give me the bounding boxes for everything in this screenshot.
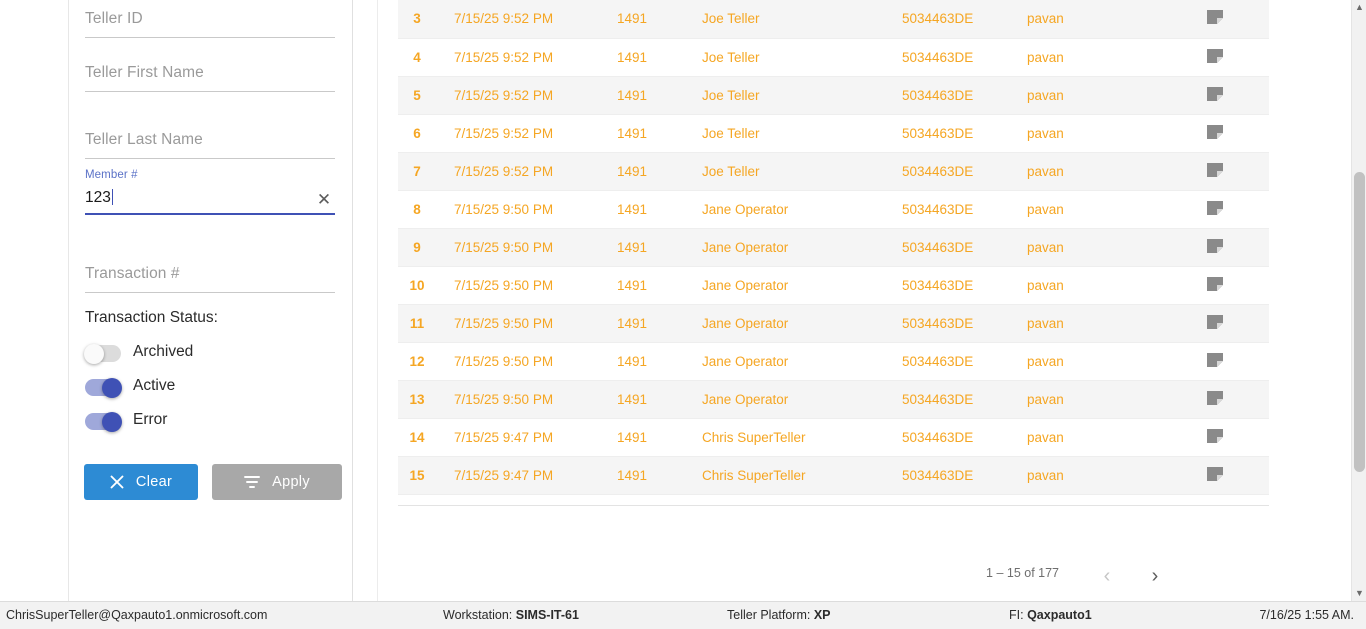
transactions-table-body — [398, 0, 1269, 494]
teller-first-name-label: Teller First Name — [85, 64, 204, 81]
row-user: pavan — [1021, 342, 1161, 380]
row-teller-id: 1491 — [611, 380, 696, 418]
member-number-input[interactable]: 123 — [85, 189, 111, 206]
status-workstation — [443, 608, 579, 622]
close-icon — [110, 475, 124, 489]
scroll-up-arrow-icon[interactable]: ▲ — [1355, 2, 1364, 12]
row-teller-id: 1491 — [611, 342, 696, 380]
row-teller-name: Jane Operator — [696, 304, 896, 342]
row-account: 5034463DE — [896, 228, 1021, 266]
row-index: 5 — [398, 76, 436, 114]
archived-toggle[interactable] — [85, 345, 121, 362]
row-account: 5034463DE — [896, 38, 1021, 76]
row-account: 5034463DE — [896, 266, 1021, 304]
apply-button-label: Apply — [272, 474, 310, 490]
row-index: 7 — [398, 152, 436, 190]
row-user: pavan — [1021, 266, 1161, 304]
row-teller-name: Joe Teller — [696, 0, 896, 38]
scrollbar-thumb[interactable] — [1354, 172, 1365, 472]
row-index: 4 — [398, 38, 436, 76]
table-row[interactable] — [398, 76, 1269, 114]
row-note-cell[interactable] — [1161, 190, 1269, 228]
scroll-down-arrow-icon[interactable]: ▼ — [1355, 588, 1364, 598]
status-workstation-label: Workstation: — [443, 608, 513, 622]
row-note-cell[interactable] — [1161, 228, 1269, 266]
row-date: 7/15/25 9:47 PM — [436, 418, 611, 456]
row-index: 8 — [398, 190, 436, 228]
row-teller-id: 1491 — [611, 38, 696, 76]
filter-panel — [68, 0, 353, 601]
paginator-next-button[interactable]: › — [1151, 565, 1159, 587]
row-date: 7/15/25 9:52 PM — [436, 38, 611, 76]
transaction-status-title: Transaction Status: — [85, 309, 218, 326]
row-note-cell[interactable] — [1161, 152, 1269, 190]
archived-toggle-label: Archived — [133, 343, 194, 360]
member-number-underline — [85, 213, 335, 215]
row-index: 3 — [398, 0, 436, 38]
note-icon[interactable] — [1206, 200, 1224, 219]
note-icon[interactable] — [1206, 86, 1224, 105]
row-account: 5034463DE — [896, 114, 1021, 152]
row-teller-name: Jane Operator — [696, 342, 896, 380]
toggle-row-active[interactable] — [85, 375, 315, 403]
status-user: ChrisSuperTeller@Qaxpauto1.onmicrosoft.com — [6, 608, 268, 622]
row-user: pavan — [1021, 0, 1161, 38]
row-account: 5034463DE — [896, 380, 1021, 418]
transactions-table — [398, 0, 1269, 495]
table-row[interactable] — [398, 342, 1269, 380]
clear-member-number-icon[interactable]: ✕ — [316, 190, 332, 209]
row-index: 9 — [398, 228, 436, 266]
transactions-area — [377, 0, 1289, 601]
active-toggle-knob — [102, 378, 122, 398]
row-date: 7/15/25 9:50 PM — [436, 380, 611, 418]
row-user: pavan — [1021, 38, 1161, 76]
row-teller-id: 1491 — [611, 152, 696, 190]
note-icon[interactable] — [1206, 466, 1224, 485]
active-toggle[interactable] — [85, 379, 121, 396]
row-note-cell[interactable] — [1161, 304, 1269, 342]
transactions-table-container — [398, 0, 1269, 495]
row-index: 10 — [398, 266, 436, 304]
row-account: 5034463DE — [896, 418, 1021, 456]
row-teller-name: Jane Operator — [696, 380, 896, 418]
row-index: 13 — [398, 380, 436, 418]
transaction-number-underline — [85, 292, 335, 293]
table-row[interactable] — [398, 380, 1269, 418]
table-row[interactable] — [398, 266, 1269, 304]
row-date: 7/15/25 9:52 PM — [436, 114, 611, 152]
toggle-row-error[interactable] — [85, 409, 315, 437]
row-date: 7/15/25 9:52 PM — [436, 76, 611, 114]
row-teller-id: 1491 — [611, 418, 696, 456]
row-teller-name: Joe Teller — [696, 114, 896, 152]
row-teller-id: 1491 — [611, 266, 696, 304]
row-teller-name: Jane Operator — [696, 190, 896, 228]
table-row[interactable] — [398, 38, 1269, 76]
left-rail — [0, 0, 68, 601]
row-date: 7/15/25 9:52 PM — [436, 0, 611, 38]
status-bar — [0, 601, 1366, 629]
filter-icon — [244, 475, 260, 489]
row-index: 12 — [398, 342, 436, 380]
transaction-number-label: Transaction # — [85, 265, 180, 282]
note-icon[interactable] — [1206, 162, 1224, 181]
row-user: pavan — [1021, 114, 1161, 152]
row-index: 14 — [398, 418, 436, 456]
row-note-cell[interactable] — [1161, 456, 1269, 494]
row-teller-id: 1491 — [611, 456, 696, 494]
archived-toggle-knob — [84, 344, 104, 364]
row-note-cell[interactable] — [1161, 380, 1269, 418]
table-row[interactable] — [398, 114, 1269, 152]
active-toggle-label: Active — [133, 377, 176, 394]
table-row[interactable] — [398, 0, 1269, 38]
row-teller-name: Chris SuperTeller — [696, 418, 896, 456]
error-toggle-knob — [102, 412, 122, 432]
paginator-range-label: 1 – 15 of 177 — [986, 566, 1059, 580]
row-date: 7/15/25 9:50 PM — [436, 266, 611, 304]
row-teller-id: 1491 — [611, 0, 696, 38]
row-account: 5034463DE — [896, 152, 1021, 190]
row-teller-id: 1491 — [611, 304, 696, 342]
note-icon[interactable] — [1206, 238, 1224, 257]
status-fi-label: FI: — [1009, 608, 1024, 622]
row-index: 6 — [398, 114, 436, 152]
row-teller-name: Joe Teller — [696, 38, 896, 76]
row-note-cell[interactable] — [1161, 266, 1269, 304]
apply-button[interactable] — [212, 464, 342, 500]
row-account: 5034463DE — [896, 190, 1021, 228]
teller-id-field[interactable] — [85, 0, 335, 38]
text-caret — [112, 189, 113, 205]
error-toggle[interactable] — [85, 413, 121, 430]
vertical-scrollbar[interactable] — [1351, 0, 1366, 601]
table-bottom-divider — [398, 505, 1269, 506]
row-account: 5034463DE — [896, 0, 1021, 38]
row-date: 7/15/25 9:52 PM — [436, 152, 611, 190]
row-teller-name: Joe Teller — [696, 152, 896, 190]
status-teller-platform-label: Teller Platform: — [727, 608, 811, 622]
row-note-cell[interactable] — [1161, 0, 1269, 38]
status-workstation-value: SIMS-IT-61 — [515, 608, 579, 622]
toggle-row-archived[interactable] — [85, 341, 315, 369]
row-date: 7/15/25 9:50 PM — [436, 304, 611, 342]
teller-first-name-underline — [85, 91, 335, 92]
status-teller-platform — [727, 608, 831, 622]
member-number-field[interactable] — [85, 163, 335, 215]
table-row[interactable] — [398, 304, 1269, 342]
row-index: 11 — [398, 304, 436, 342]
teller-last-name-field[interactable] — [85, 107, 335, 159]
row-user: pavan — [1021, 380, 1161, 418]
row-account: 5034463DE — [896, 76, 1021, 114]
row-index: 15 — [398, 456, 436, 494]
row-user: pavan — [1021, 152, 1161, 190]
clear-button-label: Clear — [135, 474, 173, 490]
status-datetime: 7/16/25 1:55 AM. — [1259, 608, 1354, 622]
row-user: pavan — [1021, 304, 1161, 342]
row-note-cell[interactable] — [1161, 418, 1269, 456]
table-row[interactable] — [398, 228, 1269, 266]
table-row[interactable] — [398, 152, 1269, 190]
status-teller-platform-value: XP — [813, 608, 831, 622]
row-user: pavan — [1021, 228, 1161, 266]
row-date: 7/15/25 9:47 PM — [436, 456, 611, 494]
note-icon[interactable] — [1206, 48, 1224, 67]
note-icon[interactable] — [1206, 276, 1224, 295]
row-user: pavan — [1021, 418, 1161, 456]
row-date: 7/15/25 9:50 PM — [436, 190, 611, 228]
note-icon[interactable] — [1206, 124, 1224, 143]
row-note-cell[interactable] — [1161, 76, 1269, 114]
transaction-number-field[interactable] — [85, 241, 335, 293]
row-note-cell[interactable] — [1161, 114, 1269, 152]
table-row[interactable] — [398, 418, 1269, 456]
note-icon[interactable] — [1206, 314, 1224, 333]
row-teller-name: Joe Teller — [696, 76, 896, 114]
row-teller-id: 1491 — [611, 114, 696, 152]
error-toggle-label: Error — [133, 411, 168, 428]
row-user: pavan — [1021, 76, 1161, 114]
row-note-cell[interactable] — [1161, 342, 1269, 380]
row-teller-name: Jane Operator — [696, 266, 896, 304]
row-teller-id: 1491 — [611, 190, 696, 228]
row-teller-name: Jane Operator — [696, 228, 896, 266]
paginator — [398, 560, 1269, 590]
row-teller-id: 1491 — [611, 76, 696, 114]
row-date: 7/15/25 9:50 PM — [436, 342, 611, 380]
row-teller-name: Chris SuperTeller — [696, 456, 896, 494]
row-account: 5034463DE — [896, 456, 1021, 494]
table-row[interactable] — [398, 190, 1269, 228]
teller-id-underline — [85, 37, 335, 38]
row-account: 5034463DE — [896, 304, 1021, 342]
row-user: pavan — [1021, 190, 1161, 228]
member-number-label: Member # — [85, 169, 138, 181]
row-note-cell[interactable] — [1161, 38, 1269, 76]
row-user: pavan — [1021, 456, 1161, 494]
clear-button[interactable] — [84, 464, 198, 500]
paginator-previous-button[interactable]: ‹ — [1103, 565, 1111, 587]
teller-first-name-field[interactable] — [85, 40, 335, 92]
note-icon[interactable] — [1206, 9, 1224, 28]
teller-last-name-label: Teller Last Name — [85, 131, 203, 148]
note-icon[interactable] — [1206, 428, 1224, 447]
status-fi — [1009, 608, 1092, 622]
teller-last-name-underline — [85, 158, 335, 159]
row-date: 7/15/25 9:50 PM — [436, 228, 611, 266]
table-row[interactable] — [398, 456, 1269, 494]
note-icon[interactable] — [1206, 352, 1224, 371]
row-account: 5034463DE — [896, 342, 1021, 380]
teller-id-label: Teller ID — [85, 10, 143, 27]
note-icon[interactable] — [1206, 390, 1224, 409]
status-fi-value: Qaxpauto1 — [1027, 608, 1092, 622]
row-teller-id: 1491 — [611, 228, 696, 266]
